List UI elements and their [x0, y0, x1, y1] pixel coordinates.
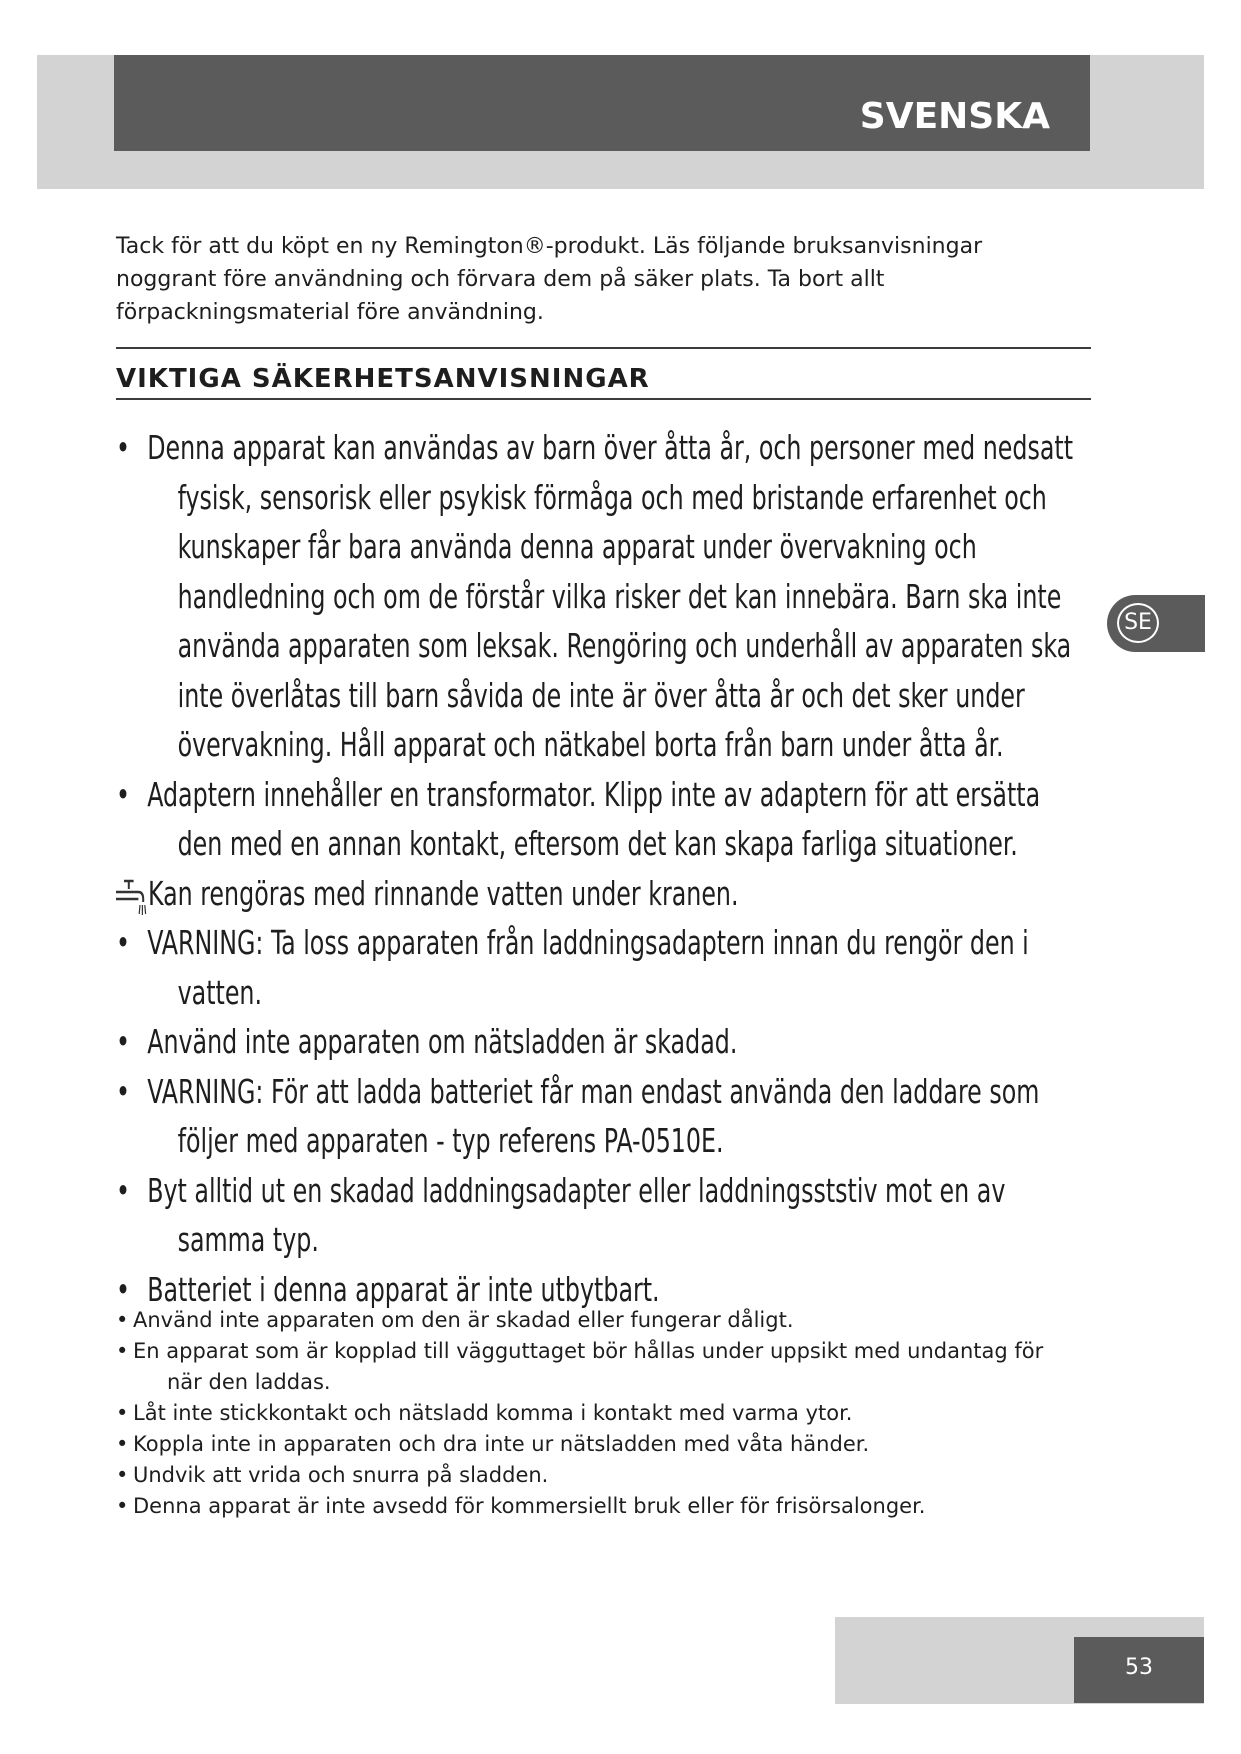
header-bar [114, 55, 1090, 151]
warning-text: Denna apparat är inte avsedd för kommersiellt bruk eller för frisörsalonger. [133, 1494, 926, 1518]
warning-text-cont: följer med apparaten - typ referens PA-0510E. [177, 1121, 724, 1160]
bullet: • [116, 1339, 129, 1363]
warning-item [116, 770, 1076, 869]
warning-text-cont: samma typ. [177, 1220, 319, 1259]
bullet: • [116, 1401, 129, 1425]
bullet: • [116, 1022, 131, 1061]
warning-text: Denna apparat kan användas av barn över åtta år, och personer med nedsatt [147, 428, 1074, 467]
bullet: • [116, 1269, 131, 1309]
water-tap-icon [114, 875, 148, 917]
warning-item [116, 1460, 1076, 1491]
warning-text: Använd inte apparaten om den är skadad eller fungerar dåligt. [133, 1308, 794, 1332]
warning-text: Kan rengöras med rinnande vatten under kranen. [148, 873, 739, 913]
warning-item-tap [116, 869, 1076, 919]
warning-text: Använd inte apparaten om nätsladden är skadad. [147, 1022, 738, 1061]
bullet: • [116, 923, 131, 962]
warning-item [116, 1305, 1076, 1336]
page-number-box [1074, 1637, 1204, 1703]
warning-text: Adaptern innehåller en transformator. Klipp inte av adaptern för att ersätta [147, 774, 1041, 814]
language-title: SVENSKA [859, 96, 1050, 137]
bullet: • [116, 1494, 129, 1518]
warning-text: VARNING: Ta loss apparaten från laddningsadaptern innan du rengör den i [147, 923, 1029, 962]
bullet: • [116, 1071, 131, 1111]
safety-warnings-small [116, 1305, 1076, 1522]
page-number: 53 [1125, 1655, 1153, 1680]
warning-text: Byt alltid ut en skadad laddningsadapter eller laddningsststiv mot en av [147, 1170, 1006, 1210]
warning-item [116, 423, 1076, 770]
warning-item [116, 1398, 1076, 1429]
bullet: • [116, 428, 131, 467]
language-tab-label: SE [1117, 603, 1159, 643]
warning-item [116, 1067, 1076, 1166]
safety-warnings-large [116, 423, 1076, 1314]
warning-item [116, 918, 1076, 1017]
bullet: • [116, 1170, 131, 1210]
warning-item [116, 1017, 1076, 1067]
warning-text: Koppla inte in apparaten och dra inte ur nätsladden med våta händer. [133, 1432, 870, 1456]
warning-text-cont: den med en annan kontakt, eftersom det kan skapa farliga situationer. [177, 824, 1018, 863]
bullet: • [116, 1432, 129, 1456]
warning-item [116, 1429, 1076, 1460]
warning-item [116, 1336, 1076, 1398]
warning-text: VARNING: För att ladda batteriet får man endast använda den laddare som [147, 1071, 1040, 1111]
warning-text: Låt inte stickkontakt och nätsladd komma i kontakt med varma ytor. [133, 1401, 853, 1425]
warning-text: Batteriet i denna apparat är inte utbytbart. [147, 1269, 660, 1309]
warning-text-cont: när den laddas. [167, 1370, 331, 1394]
bullet: • [116, 774, 131, 814]
warning-item [116, 1166, 1076, 1265]
section-rule-top [116, 347, 1091, 349]
warning-text: En apparat som är kopplad till vägguttaget bör hållas under uppsikt med undantag för [133, 1339, 1044, 1363]
warning-text: Undvik att vrida och snurra på sladden. [133, 1463, 549, 1487]
language-tab [1107, 595, 1205, 652]
warning-text-cont: fysisk, sensorisk eller psykisk förmåga och med bristande erfarenhet och kunskaper får bara använda denna apparat under övervakning och handledning och om de förstår vilka risker det kan innebära. Barn ska inte använda apparaten som leksak. Rengöring och underhåll av apparaten ska inte överlåtas till barn såvida de inte är över åtta år och det sker under övervakning. Håll apparat och nätkabel borta från barn under åtta år. [177, 477, 1072, 764]
warning-text-cont: vatten. [177, 972, 263, 1012]
section-rule-bottom [116, 398, 1091, 400]
intro-text: Tack för att du köpt en ny Remington®-produkt. Läs följande bruksanvisningar noggrant före användning och förvara dem på säker plats. Ta bort allt förpackningsmaterial före användning. [116, 234, 983, 325]
bullet: • [116, 1308, 129, 1332]
bullet: • [116, 1463, 129, 1487]
warning-item [116, 1491, 1076, 1522]
section-heading: VIKTIGA SÄKERHETSANVISNINGAR [116, 364, 650, 394]
